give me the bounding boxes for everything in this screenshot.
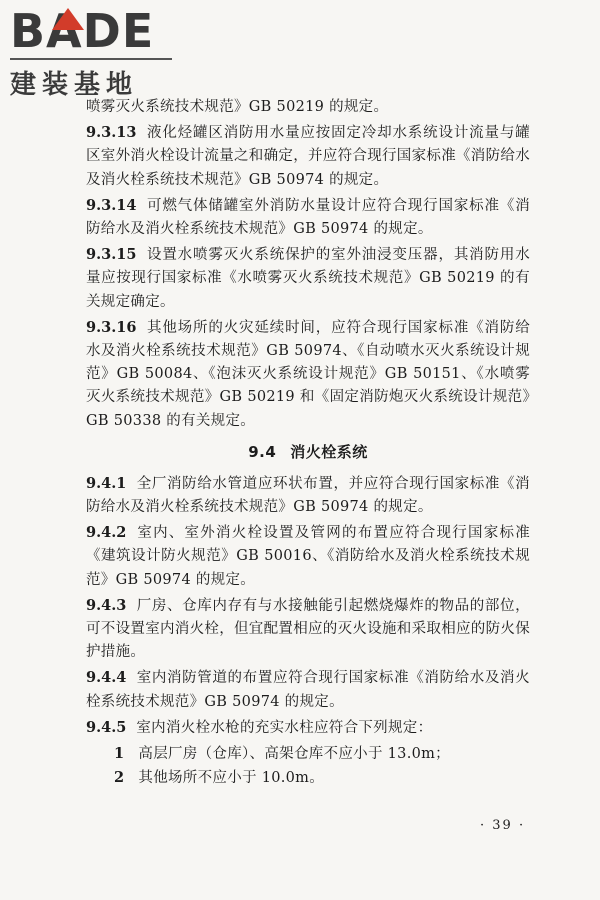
clause-9-3-13 — [86, 121, 530, 192]
clause-9-3-16 — [86, 316, 530, 433]
item-number: 1 — [114, 745, 125, 763]
clause-9-4-5 — [86, 716, 530, 740]
clause-text: 室内消火栓水枪的充实水柱应符合下列规定： — [136, 719, 433, 736]
clause-number: 9.4.2 — [86, 524, 127, 542]
clause-text: 全厂消防给水管道应环状布置，并应符合现行国家标准《消防给水及消火栓系统技术规范》GB 50974 的规定。 — [86, 475, 530, 516]
clause-number: 9.3.15 — [86, 246, 137, 264]
item-text: 其他场所不应小于 10.0m。 — [138, 770, 325, 787]
document-body — [86, 96, 530, 790]
bade-logo — [10, 4, 180, 100]
clause-9-4-1 — [86, 472, 530, 519]
clause-text: 厂房、仓库内存有与水接触能引起燃烧爆炸的物品的部位，可不设置室内消火栓，但宜配置相应的灭火设施和采取相应的防火保护措施。 — [86, 597, 530, 661]
item-text: 高层厂房（仓库）、高架仓库不应小于 13.0m； — [138, 746, 450, 763]
section-heading — [86, 441, 530, 462]
logo-wordmark: BADE — [10, 4, 155, 58]
continuation-text: 喷雾灭火系统技术规范》GB 50219 的规定。 — [86, 99, 389, 115]
logo-divider — [10, 58, 172, 60]
item-number: 2 — [114, 769, 125, 787]
clause-text: 室内消防管道的布置应符合现行国家标准《消防给水及消火栓系统技术规范》GB 50974 的规定。 — [86, 670, 530, 710]
list-item — [86, 742, 530, 766]
clause-text: 设置水喷雾灭火系统保护的室外油浸变压器，其消防用水量应按现行国家标准《水喷雾灭火系统技术规范》GB 50219 的有关规定确定。 — [86, 247, 530, 310]
section-number: 9.4 — [248, 442, 277, 461]
clause-text: 室内、室外消火栓设置及管网的布置应符合现行国家标准《建筑设计防火规范》GB 50016、《消防给水及消火栓系统技术规范》GB 50974 的规定。 — [86, 525, 530, 588]
clause-text: 液化烃罐区消防用水量应按固定冷却水系统设计流量与罐区室外消火栓设计流量之和确定，并应符合现行国家标准《消防给水及消火栓系统技术规范》GB 50974 的规定。 — [86, 125, 530, 188]
clause-text: 其他场所的火灾延续时间，应符合现行国家标准《消防给水及消火栓系统技术规范》GB 50974、《自动喷水灭火系统设计规范》GB 50084、《泡沫灭火系统设计规范》GB 50151、《水喷雾灭火系统技术规范》GB 50219 和《固定消防炮灭火系统设计规范》GB 50338 的有关规定。 — [86, 319, 530, 429]
clause-9-4-3 — [86, 594, 530, 665]
clause-9-3-15 — [86, 243, 530, 314]
clause-text: 可燃气体储罐室外消防水量设计应符合现行国家标准《消防给水及消火栓系统技术规范》GB 50974 的规定。 — [86, 197, 530, 238]
clause-9-4-4 — [86, 666, 530, 713]
clause-number: 9.4.5 — [86, 718, 127, 736]
clause-9-4-2 — [86, 521, 530, 592]
clause-number: 9.3.16 — [86, 318, 137, 336]
clause-9-3-14 — [86, 194, 530, 241]
clause-number: 9.3.14 — [86, 196, 137, 214]
clause-number: 9.4.3 — [86, 596, 127, 614]
page-number: · 39 · — [480, 818, 526, 833]
clause-number: 9.4.1 — [86, 474, 127, 492]
clause-number: 9.4.4 — [86, 669, 127, 687]
logo-subtitle: 建装基地 — [10, 70, 139, 100]
section-title: 消火栓系统 — [290, 442, 368, 461]
clause-number: 9.3.13 — [86, 124, 137, 142]
list-item — [86, 766, 530, 790]
